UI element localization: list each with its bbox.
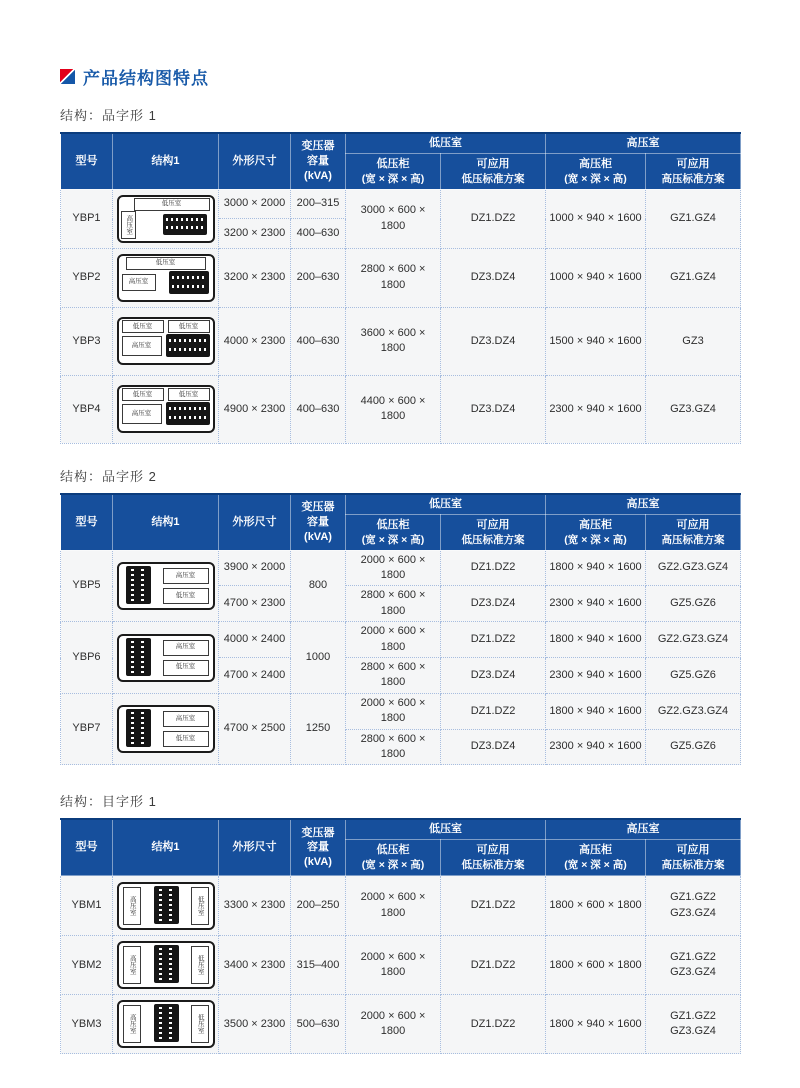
diagram-lv-label: 低压室 [163,660,209,676]
spec-table-pin2 [60,493,741,766]
diagram-lv-label: 低压室 [191,887,209,925]
diagram-lv-label: 低压室 [122,388,164,401]
diagram-lv-label: 低压室 [134,198,210,211]
cell-model: YBP1 [61,189,113,248]
cell-lv-cabinet: 2800 × 600 × 1800 [346,658,441,694]
table-row [61,693,741,729]
cell-dims: 4000 × 2400 [219,622,291,658]
structure-diagram-mu [117,1000,215,1048]
col-header-dims: 外形尺寸 [219,133,291,189]
transformer-icon [154,886,179,924]
cell-lv-cabinet: 4400 × 600 × 1800 [346,375,441,443]
section-label-pin2: 结构：品字形 2 [60,468,157,484]
cell-hv-cabinet: 1800 × 940 × 1600 [546,622,646,658]
table-row [61,375,741,443]
cell-hv-scheme: GZ1.GZ4 [646,248,741,307]
structure-diagram-pin2 [117,254,215,302]
cell-model: YBM1 [61,876,113,936]
cell-model: YBP2 [61,248,113,307]
spec-table-mu1 [60,818,741,1054]
cell-structure-diagram [113,307,219,375]
cell-dims: 3200 × 2300 [219,219,291,249]
diagram-hv-label: 高压室 [123,946,141,984]
diagram-hv-label: 高压室 [122,404,162,424]
col-header-structure: 结构1 [113,494,219,550]
cell-capacity: 500–630 [291,995,346,1054]
cell-hv-cabinet: 1800 × 940 × 1600 [546,550,646,586]
cell-lv-scheme: DZ3.DZ4 [441,586,546,622]
col-header-model: 型号 [61,819,113,875]
table-row [61,995,741,1054]
structure-diagram-pin3 [117,317,215,365]
cell-lv-scheme: DZ1.DZ2 [441,876,546,936]
cell-hv-cabinet: 2300 × 940 × 1600 [546,658,646,694]
diagram-hv-label: 高压室 [123,887,141,925]
col-header-structure: 结构1 [113,133,219,189]
cell-lv-cabinet: 2000 × 600 × 1800 [346,622,441,658]
col-header-hv-cabinet: 高压柜 (宽 × 深 × 高) [546,153,646,189]
cell-structure-diagram [113,876,219,936]
cell-dims: 3000 × 2000 [219,189,291,219]
cell-hv-scheme: GZ1.GZ4 [646,189,741,248]
table-row [61,189,741,219]
cell-hv-scheme: GZ2.GZ3.GZ4 [646,550,741,586]
cell-lv-scheme: DZ3.DZ4 [441,248,546,307]
cell-dims: 4700 × 2300 [219,586,291,622]
group-header-hv-room: 高压室 [546,494,741,514]
col-header-hv-scheme: 可应用 高压标准方案 [646,840,741,876]
diagram-lv-label: 低压室 [191,1005,209,1043]
cell-capacity: 200–630 [291,248,346,307]
structure-diagram-pin4 [117,385,215,433]
structure-diagram-pin5 [117,705,215,753]
col-header-hv-scheme: 可应用 高压标准方案 [646,153,741,189]
diagram-hv-label: 高压室 [163,711,209,727]
col-header-structure: 结构1 [113,819,219,875]
cell-capacity: 400–630 [291,375,346,443]
cell-dims: 4700 × 2500 [219,693,291,765]
diagram-hv-label: 高压室 [123,1005,141,1043]
cell-capacity: 400–630 [291,219,346,249]
diagram-hv-label: 高压室 [122,274,156,291]
cell-lv-cabinet: 2800 × 600 × 1800 [346,248,441,307]
col-header-hv-cabinet: 高压柜 (宽 × 深 × 高) [546,840,646,876]
cell-lv-cabinet: 2800 × 600 × 1800 [346,586,441,622]
diagram-hv-label: 高压室 [121,211,136,239]
col-header-capacity: 变压器 容量 (kVA) [291,494,346,550]
diagram-hv-label: 高压室 [122,336,162,356]
cell-lv-scheme: DZ1.DZ2 [441,622,546,658]
cell-dims: 4900 × 2300 [219,375,291,443]
cell-dims: 3500 × 2300 [219,995,291,1054]
table-row [61,876,741,936]
diagram-lv-label: 低压室 [122,320,164,333]
col-header-hv-cabinet: 高压柜 (宽 × 深 × 高) [546,514,646,550]
diagram-lv-label: 低压室 [191,946,209,984]
diagram-lv-label: 低压室 [168,388,210,401]
group-header-hv-room: 高压室 [546,819,741,839]
cell-model: YBP5 [61,550,113,622]
group-header-lv-room: 低压室 [346,494,546,514]
cell-lv-scheme: DZ1.DZ2 [441,995,546,1054]
table-row [61,936,741,995]
cell-lv-scheme: DZ1.DZ2 [441,550,546,586]
cell-hv-scheme: GZ1.GZ2 GZ3.GZ4 [646,936,741,995]
cell-hv-cabinet: 1800 × 940 × 1600 [546,995,646,1054]
cell-model: YBP3 [61,307,113,375]
col-header-lv-cabinet: 低压柜 (宽 × 深 × 高) [346,840,441,876]
cell-hv-scheme: GZ5.GZ6 [646,658,741,694]
structure-diagram-mu [117,882,215,930]
col-header-lv-scheme: 可应用 低压标准方案 [441,840,546,876]
cell-hv-scheme: GZ5.GZ6 [646,586,741,622]
cell-lv-scheme: DZ3.DZ4 [441,307,546,375]
transformer-icon [163,214,207,235]
table-row [61,307,741,375]
cell-lv-cabinet: 2000 × 600 × 1800 [346,936,441,995]
cell-hv-scheme: GZ3 [646,307,741,375]
cell-hv-scheme: GZ5.GZ6 [646,729,741,765]
cell-hv-cabinet: 2300 × 940 × 1600 [546,375,646,443]
cell-lv-cabinet: 2000 × 600 × 1800 [346,693,441,729]
cell-dims: 4700 × 2400 [219,658,291,694]
cell-hv-scheme: GZ3.GZ4 [646,375,741,443]
cell-hv-cabinet: 1800 × 600 × 1800 [546,936,646,995]
group-header-lv-room: 低压室 [346,819,546,839]
cell-model: YBM3 [61,995,113,1054]
cell-capacity: 315–400 [291,936,346,995]
cell-capacity: 200–315 [291,189,346,219]
cell-lv-scheme: DZ1.DZ2 [441,189,546,248]
cell-structure-diagram [113,693,219,765]
diagram-lv-label: 低压室 [163,588,209,604]
cell-lv-scheme: DZ1.DZ2 [441,693,546,729]
cell-hv-cabinet: 2300 × 940 × 1600 [546,586,646,622]
transformer-icon [154,945,179,983]
transformer-icon [126,709,151,747]
transformer-icon [126,638,151,676]
cell-hv-scheme: GZ1.GZ2 GZ3.GZ4 [646,995,741,1054]
spec-table-pin1 [60,132,741,444]
cell-structure-diagram [113,622,219,694]
group-header-lv-room: 低压室 [346,133,546,153]
col-header-lv-cabinet: 低压柜 (宽 × 深 × 高) [346,514,441,550]
cell-hv-scheme: GZ1.GZ2 GZ3.GZ4 [646,876,741,936]
cell-hv-cabinet: 1500 × 940 × 1600 [546,307,646,375]
col-header-lv-cabinet: 低压柜 (宽 × 深 × 高) [346,153,441,189]
transformer-icon [169,271,209,294]
cell-lv-scheme: DZ1.DZ2 [441,936,546,995]
cell-dims: 3300 × 2300 [219,876,291,936]
diagram-lv-label: 低压室 [126,257,206,270]
group-header-hv-room: 高压室 [546,133,741,153]
cell-hv-scheme: GZ2.GZ3.GZ4 [646,622,741,658]
cell-structure-diagram [113,375,219,443]
cell-model: YBP4 [61,375,113,443]
transformer-icon [126,566,151,604]
cell-structure-diagram [113,936,219,995]
cell-lv-cabinet: 2800 × 600 × 1800 [346,729,441,765]
cell-lv-cabinet: 3000 × 600 × 1800 [346,189,441,248]
cell-model: YBP7 [61,693,113,765]
cell-lv-cabinet: 2000 × 600 × 1800 [346,995,441,1054]
table-row [61,248,741,307]
cell-dims: 4000 × 2300 [219,307,291,375]
cell-lv-scheme: DZ3.DZ4 [441,375,546,443]
cell-hv-cabinet: 2300 × 940 × 1600 [546,729,646,765]
col-header-dims: 外形尺寸 [219,494,291,550]
cell-capacity: 200–250 [291,876,346,936]
cell-capacity: 1250 [291,693,346,765]
structure-diagram-pin5 [117,562,215,610]
cell-hv-cabinet: 1800 × 600 × 1800 [546,876,646,936]
section-label-mu1: 结构：目字形 1 [60,794,157,810]
col-header-lv-scheme: 可应用 低压标准方案 [441,153,546,189]
col-header-hv-scheme: 可应用 高压标准方案 [646,514,741,550]
cell-structure-diagram [113,189,219,248]
structure-diagram-pin1 [117,195,215,243]
diagram-lv-label: 低压室 [163,731,209,747]
cell-structure-diagram [113,550,219,622]
section-label-pin1: 结构：品字形 1 [60,108,157,123]
cell-capacity: 800 [291,550,346,622]
col-header-dims: 外形尺寸 [219,819,291,875]
cell-model: YBP6 [61,622,113,694]
cell-hv-cabinet: 1800 × 940 × 1600 [546,693,646,729]
col-header-model: 型号 [61,133,113,189]
cell-capacity: 400–630 [291,307,346,375]
cell-dims: 3400 × 2300 [219,936,291,995]
diagram-hv-label: 高压室 [163,640,209,656]
cell-capacity: 1000 [291,622,346,694]
diagram-hv-label: 高压室 [163,568,209,584]
col-header-capacity: 变压器 容量 (kVA) [291,133,346,189]
transformer-icon [166,402,210,425]
table-row [61,622,741,658]
transformer-icon [154,1004,179,1042]
page-title: 产品结构图特点 [83,69,209,88]
col-header-capacity: 变压器 容量 (kVA) [291,819,346,875]
cell-lv-scheme: DZ3.DZ4 [441,729,546,765]
col-header-lv-scheme: 可应用 低压标准方案 [441,514,546,550]
cell-structure-diagram [113,248,219,307]
cell-dims: 3900 × 2000 [219,550,291,586]
transformer-icon [166,334,210,357]
diagonal-square-icon [60,69,75,84]
col-header-model: 型号 [61,494,113,550]
cell-lv-scheme: DZ3.DZ4 [441,658,546,694]
cell-lv-cabinet: 2000 × 600 × 1800 [346,550,441,586]
table-row [61,550,741,586]
page-title-row [60,64,740,89]
diagram-lv-label: 低压室 [168,320,210,333]
cell-lv-cabinet: 2000 × 600 × 1800 [346,876,441,936]
structure-diagram-mu [117,941,215,989]
cell-hv-cabinet: 1000 × 940 × 1600 [546,248,646,307]
cell-lv-cabinet: 3600 × 600 × 1800 [346,307,441,375]
structure-diagram-pin5 [117,634,215,682]
cell-structure-diagram [113,995,219,1054]
cell-hv-cabinet: 1000 × 940 × 1600 [546,189,646,248]
cell-model: YBM2 [61,936,113,995]
cell-hv-scheme: GZ2.GZ3.GZ4 [646,693,741,729]
cell-dims: 3200 × 2300 [219,248,291,307]
